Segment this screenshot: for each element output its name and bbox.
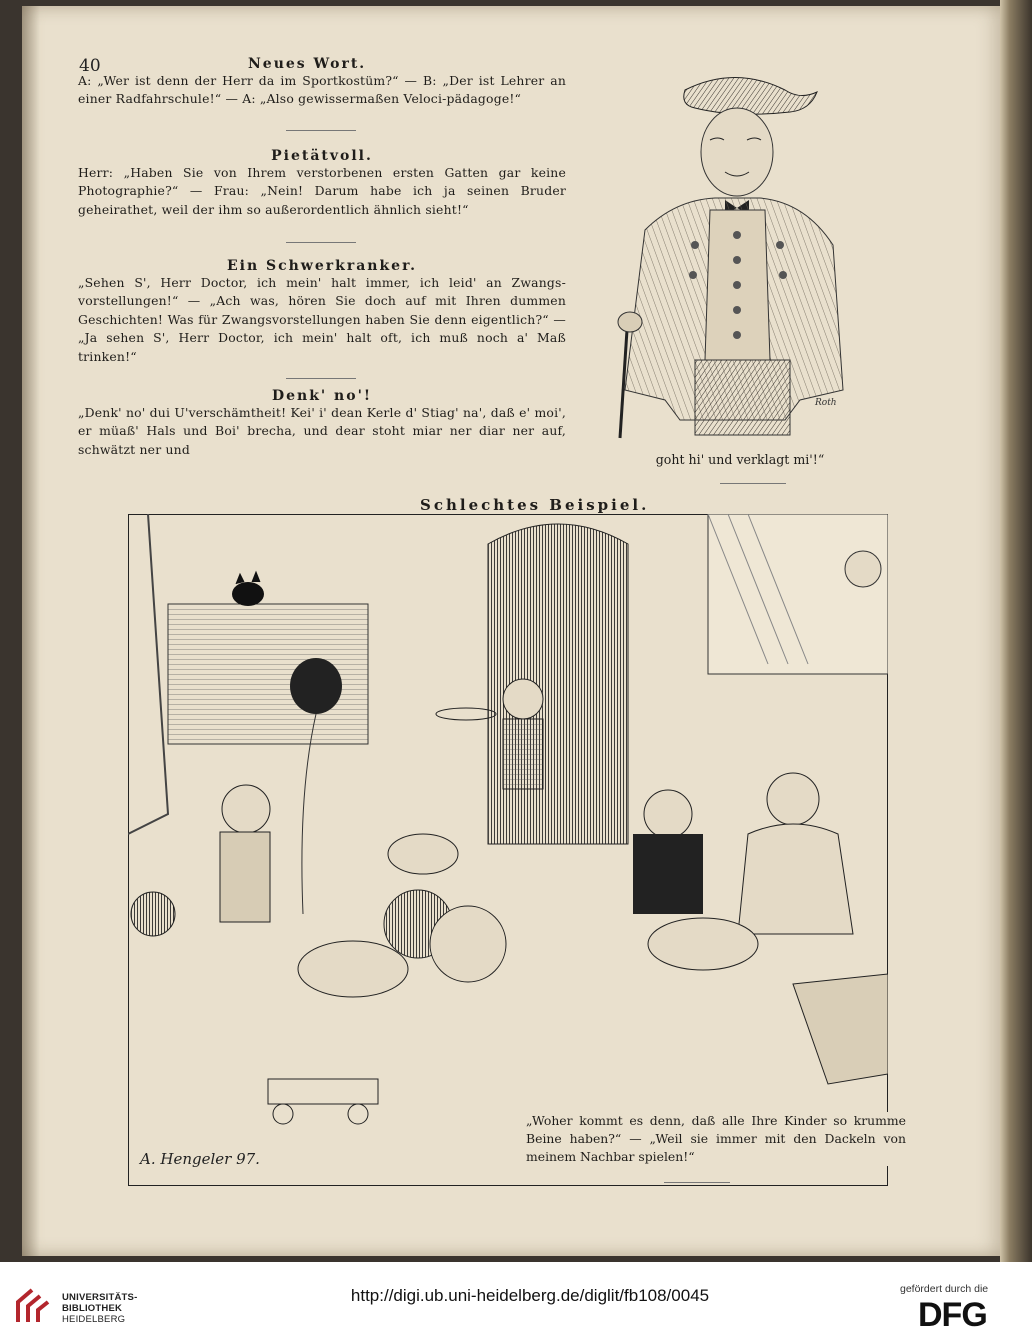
section-pietaetvoll <box>78 148 566 219</box>
cartoon-title: Schlechtes Beispiel. <box>420 496 650 514</box>
portrait-caption: goht hi' und verklagt mi'!“ <box>655 452 825 467</box>
permalink-url[interactable]: http://digi.ub.uni-heidelberg.de/diglit/fb108/0045 <box>350 1286 710 1305</box>
section-heading: Neues Wort. <box>248 56 367 72</box>
library-line: BIBLIOTHEK <box>62 1303 123 1314</box>
portrait-signature: Roth <box>815 398 837 408</box>
section-text: „Sehen S', Herr Doctor, ich mein' halt immer, ich leid' an Zwangs-vorstellungen!“ — „Ach was, hören Sie doch auf mit Ihren dummen Geschichten! Was für Zwangsvorstellungen haben Sie denn eigentlich?“ — „Ja sehen S', Herr Doctor, ich mein' halt oft, ich muß noch a' Maß trinken!“ <box>78 275 566 364</box>
separator <box>286 242 356 243</box>
separator <box>664 1182 730 1183</box>
university-logo-icon <box>14 1288 54 1324</box>
section-text: Herr: „Haben Sie von Ihrem verstorbenen ersten Gatten gar keine Photographie?“ — Frau: „Nein! Darum habe ich ja seinen Bruder geheirathet, weil der ihm so außerordentlich ähnlich sieht!“ <box>78 165 566 217</box>
library-name <box>62 1292 137 1325</box>
separator <box>286 130 356 131</box>
portrait-illustration <box>585 60 853 440</box>
section-denk-no <box>78 388 566 459</box>
section-schwerkranker <box>78 258 566 366</box>
page-number: 40 <box>79 56 101 76</box>
section-neues-wort <box>78 56 566 109</box>
page-edge <box>1000 0 1032 1262</box>
library-line: HEIDELBERG <box>62 1314 126 1325</box>
page-gutter-shadow <box>22 6 40 1256</box>
dfg-logo: DFG <box>918 1296 987 1334</box>
separator <box>286 378 356 379</box>
cartoon-signature: A. Hengeler 97. <box>140 1150 260 1168</box>
section-text: A: „Wer ist denn der Herr da im Sportkostüm?“ — B: „Der ist Lehrer an einer Radfahrschule!“ — A: „Also gewissermaßen Veloci-pädagoge!“ <box>78 73 566 107</box>
separator <box>720 483 786 484</box>
section-text: „Denk' no' dui U'verschämtheit! Kei' i' dean Kerle d' Stiag' na', daß e' moi', er müaß' Hals und Boi' brecha, und dear stoht miar ner diar ner auf, schwätzt ner und <box>78 405 566 457</box>
section-heading: Pietätvoll. <box>271 148 373 164</box>
cartoon-caption: „Woher kommt es denn, daß alle Ihre Kinder so krumme Beine haben?“ — „Weil sie immer mit den Dackeln von meinem Nachbar spielen!“ <box>514 1112 906 1166</box>
library-line: UNIVERSITÄTS- <box>62 1292 138 1303</box>
cartoon-illustration <box>128 514 888 1186</box>
sponsor-text: gefördert durch die <box>900 1283 989 1295</box>
section-heading: Ein Schwerkranker. <box>226 258 418 274</box>
section-heading: Denk' no'! <box>271 388 373 404</box>
